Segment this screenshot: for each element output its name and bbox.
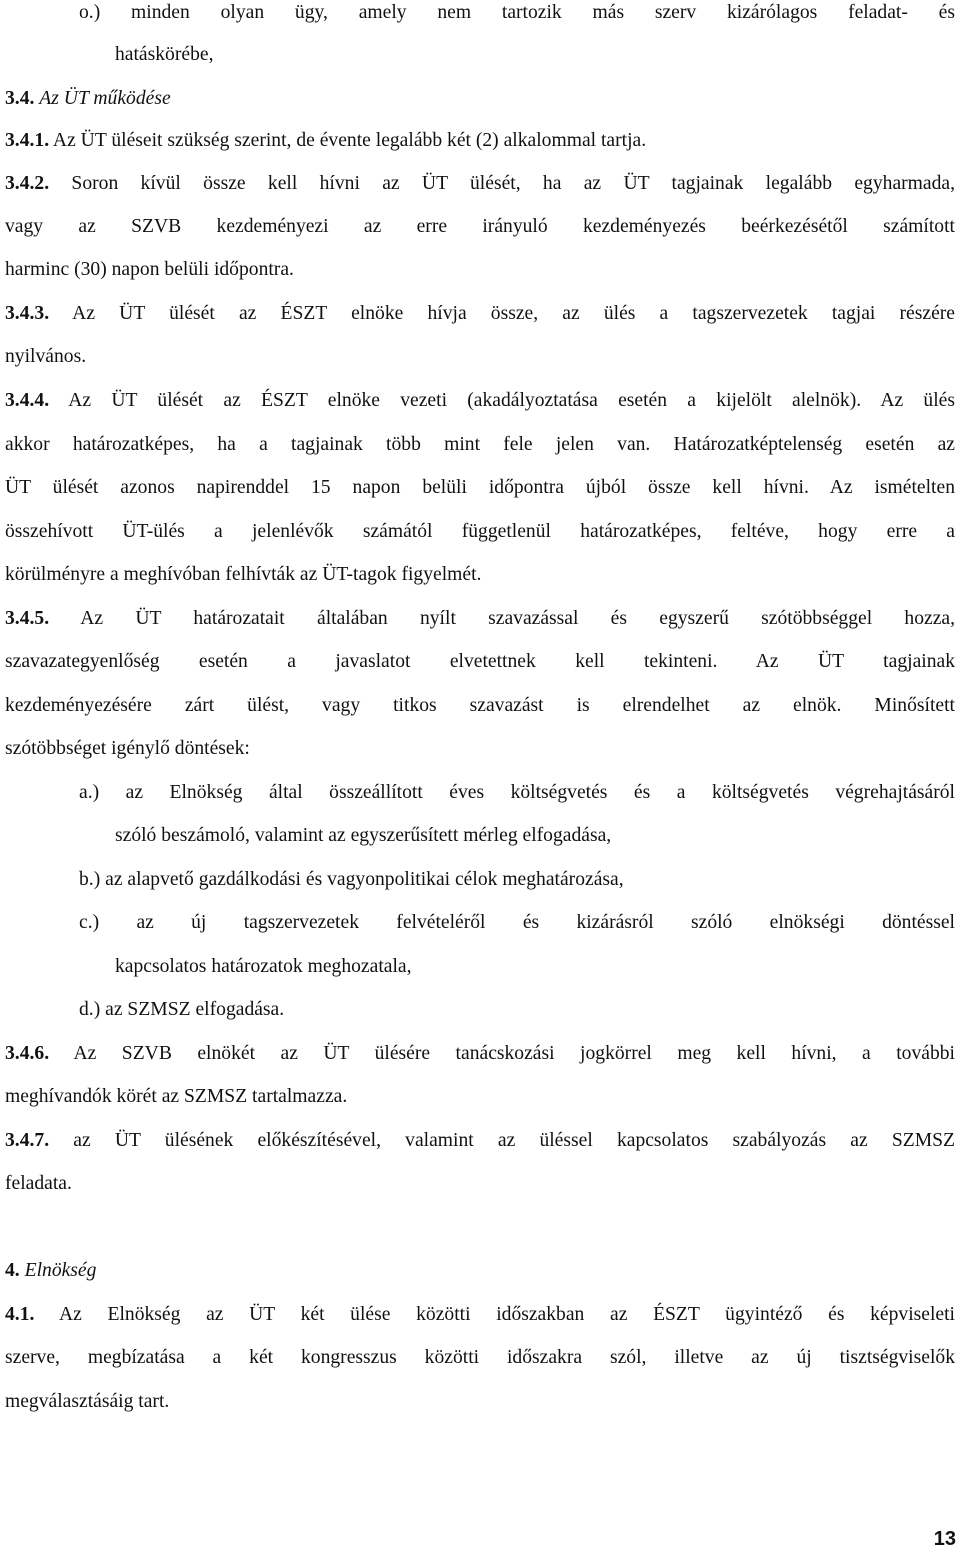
paragraph-line: szótöbbséget igénylő döntések: bbox=[5, 738, 250, 759]
paragraph-line: megválasztásáig tart. bbox=[5, 1391, 170, 1412]
paragraph-number: 3.4.6. bbox=[5, 1043, 50, 1064]
list-text: az Elnökség által összeállított éves költségvetés és a költségvetés végrehajtásáról bbox=[125, 782, 955, 803]
list-item-o bbox=[79, 0, 955, 26]
paragraph-line: összehívott ÜT-ülés a jelenlévők számától függetlenül határozatképes, feltéve, hogy erre a bbox=[5, 521, 955, 542]
list-label: d.) bbox=[79, 999, 101, 1020]
paragraph-number: 3.4.4. bbox=[5, 390, 50, 411]
list-item-a-cont: szóló beszámoló, valamint az egyszerűsített mérleg elfogadása, bbox=[115, 825, 612, 846]
paragraph-line: Az ÜT ülését az ÉSZT elnöke hívja össze, az ülés a tagszervezetek tagjai részére bbox=[72, 303, 955, 324]
paragraph-line: Az ÜT határozatait általában nyílt szavazással és egyszerű szótöbbséggel hozza, bbox=[80, 608, 955, 629]
paragraph-line: szerve, megbízatása a két kongresszus közötti időszakra szól, illetve az új tisztségviselők bbox=[5, 1347, 955, 1368]
paragraph-3-4-1 bbox=[5, 128, 955, 154]
paragraph-number: 3.4.5. bbox=[5, 608, 50, 629]
paragraph-line: Az ÜT ülését az ÉSZT elnöke vezeti (akadályoztatása esetén a kijelölt alelnök). Az ülés bbox=[68, 390, 955, 411]
section-number: 4. bbox=[5, 1260, 20, 1281]
paragraph-3-4-3 bbox=[5, 301, 955, 327]
paragraph-line: Soron kívül össze kell hívni az ÜT ülését, ha az ÜT tagjainak legalább egyharmada, bbox=[71, 173, 955, 194]
paragraph-3-4-4 bbox=[5, 388, 955, 414]
paragraph-3-4-5 bbox=[5, 606, 955, 632]
paragraph-line: kezdeményezésére zárt ülést, vagy titkos szavazást is elrendelhet az elnök. Minősített bbox=[5, 695, 955, 716]
list-item-d bbox=[79, 997, 955, 1023]
paragraph-line: akkor határozatképes, ha a tagjainak több mint fele jelen van. Határozatképtelenség esetén az bbox=[5, 434, 955, 455]
paragraph-text: Az ÜT üléseit szükség szerint, de évente legalább két (2) alkalommal tartja. bbox=[52, 130, 647, 151]
list-text: minden olyan ügy, amely nem tartozik más szerv kizárólagos feladat- és bbox=[131, 2, 955, 23]
list-label: b.) bbox=[79, 869, 101, 890]
paragraph-3-4-7 bbox=[5, 1128, 955, 1154]
paragraph-line: nyilvános. bbox=[5, 346, 87, 367]
list-label: o.) bbox=[79, 2, 101, 23]
section-number: 3.4. bbox=[5, 88, 35, 109]
list-text: az SZMSZ elfogadása. bbox=[105, 999, 285, 1020]
paragraph-number: 3.4.7. bbox=[5, 1130, 50, 1151]
paragraph-number: 3.4.2. bbox=[5, 173, 50, 194]
section-title: Elnökség bbox=[24, 1260, 97, 1281]
list-label: a.) bbox=[79, 782, 100, 803]
list-text: az új tagszervezetek felvételéről és kizárásról szóló elnökségi döntéssel bbox=[136, 912, 955, 933]
paragraph-number: 4.1. bbox=[5, 1304, 35, 1325]
paragraph-number: 3.4.3. bbox=[5, 303, 50, 324]
paragraph-3-4-6 bbox=[5, 1041, 955, 1067]
paragraph-number: 3.4.1. bbox=[5, 130, 50, 151]
paragraph-line: vagy az SZVB kezdeményezi az erre irányuló kezdeményezés beérkezésétől számított bbox=[5, 216, 955, 237]
list-text: az alapvető gazdálkodási és vagyonpolitikai célok meghatározása, bbox=[105, 869, 624, 890]
list-item-a bbox=[79, 780, 955, 806]
paragraph-4-1 bbox=[5, 1302, 955, 1328]
paragraph-line: körülményre a meghívóban felhívták az ÜT-tagok figyelmét. bbox=[5, 564, 482, 585]
list-item-c bbox=[79, 910, 955, 936]
paragraph-line: feladata. bbox=[5, 1173, 72, 1194]
paragraph-line: szavazategyenlőség esetén a javaslatot elvetettnek kell tekinteni. Az ÜT tagjainak bbox=[5, 651, 955, 672]
list-item-c-cont: kapcsolatos határozatok meghozatala, bbox=[115, 956, 412, 977]
paragraph-3-4-2 bbox=[5, 171, 955, 197]
section-heading-3-4 bbox=[5, 86, 955, 112]
paragraph-line: az ÜT ülésének előkészítésével, valamint az üléssel kapcsolatos szabályozás az SZMSZ bbox=[73, 1130, 955, 1151]
page-number: 13 bbox=[933, 1528, 956, 1550]
paragraph-line: Az SZVB elnökét az ÜT ülésére tanácskozási jogkörrel meg kell hívni, a további bbox=[73, 1043, 955, 1064]
paragraph-line: harminc (30) napon belüli időpontra. bbox=[5, 259, 294, 280]
paragraph-line: meghívandók körét az SZMSZ tartalmazza. bbox=[5, 1086, 348, 1107]
section-heading-4 bbox=[5, 1258, 955, 1284]
section-title: Az ÜT működése bbox=[39, 88, 171, 109]
paragraph-line: Az Elnökség az ÜT két ülése közötti időszakban az ÉSZT ügyintéző és képviseleti bbox=[58, 1304, 955, 1325]
list-item-b bbox=[79, 867, 955, 893]
list-label: c.) bbox=[79, 912, 100, 933]
paragraph-line: ÜT ülését azonos napirenddel 15 napon belüli időpontra újból össze kell hívni. Az ismételten bbox=[5, 477, 955, 498]
list-item-o-cont: hatáskörébe, bbox=[115, 44, 214, 65]
